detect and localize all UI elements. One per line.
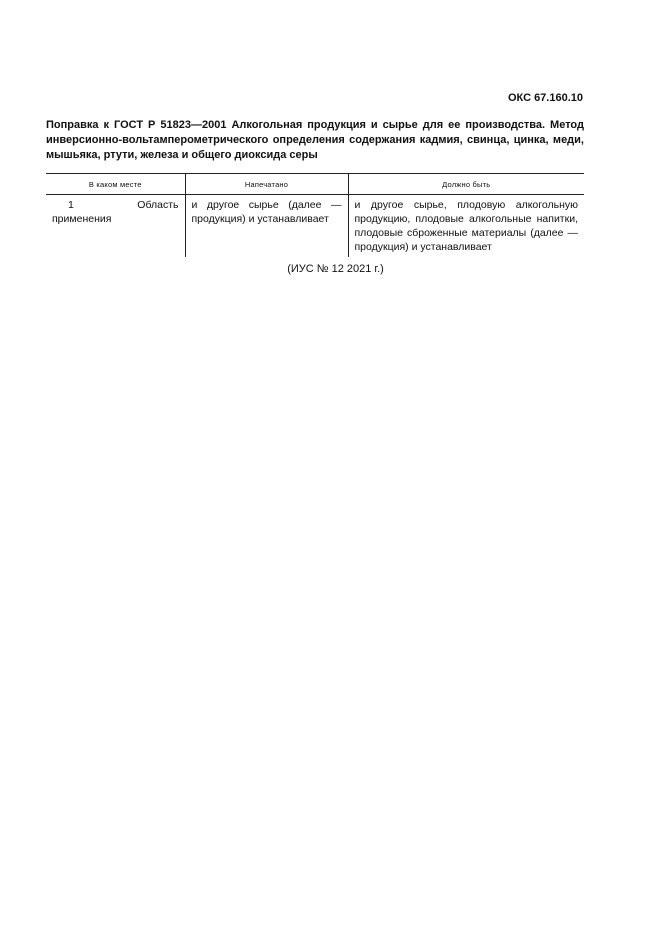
column-header-place: В каком месте xyxy=(46,174,185,195)
cell-place: 1 Область применения xyxy=(52,199,179,225)
amendment-title: Поправка к ГОСТ Р 51823—2001 Алкогольная продукция и сырье для ее производства. Метод инверсионно-вольтамперометрического определения содержания кадмия, свинца, цинка, меди, мышьяка, ртути, железа и общего диоксида серы xyxy=(46,119,584,161)
oks-code: ОКС 67.160.10 xyxy=(507,92,583,104)
cell-printed: и другое сырье (далее — продукция) и устанавливает xyxy=(185,195,348,258)
issue-reference: (ИУС № 12 2021 г.) xyxy=(287,263,384,275)
correction-table xyxy=(46,173,584,257)
table-header-row xyxy=(46,174,584,195)
cell-should-be: и другое сырье, плодовую алкогольную продукцию, плодовые алкогольные напитки, плодовые сброженные материалы (далее — продукция) и устанавливает xyxy=(348,195,584,258)
table-row xyxy=(46,195,584,258)
column-header-should-be: Должно быть xyxy=(348,174,584,195)
column-header-printed: Напечатано xyxy=(185,174,348,195)
